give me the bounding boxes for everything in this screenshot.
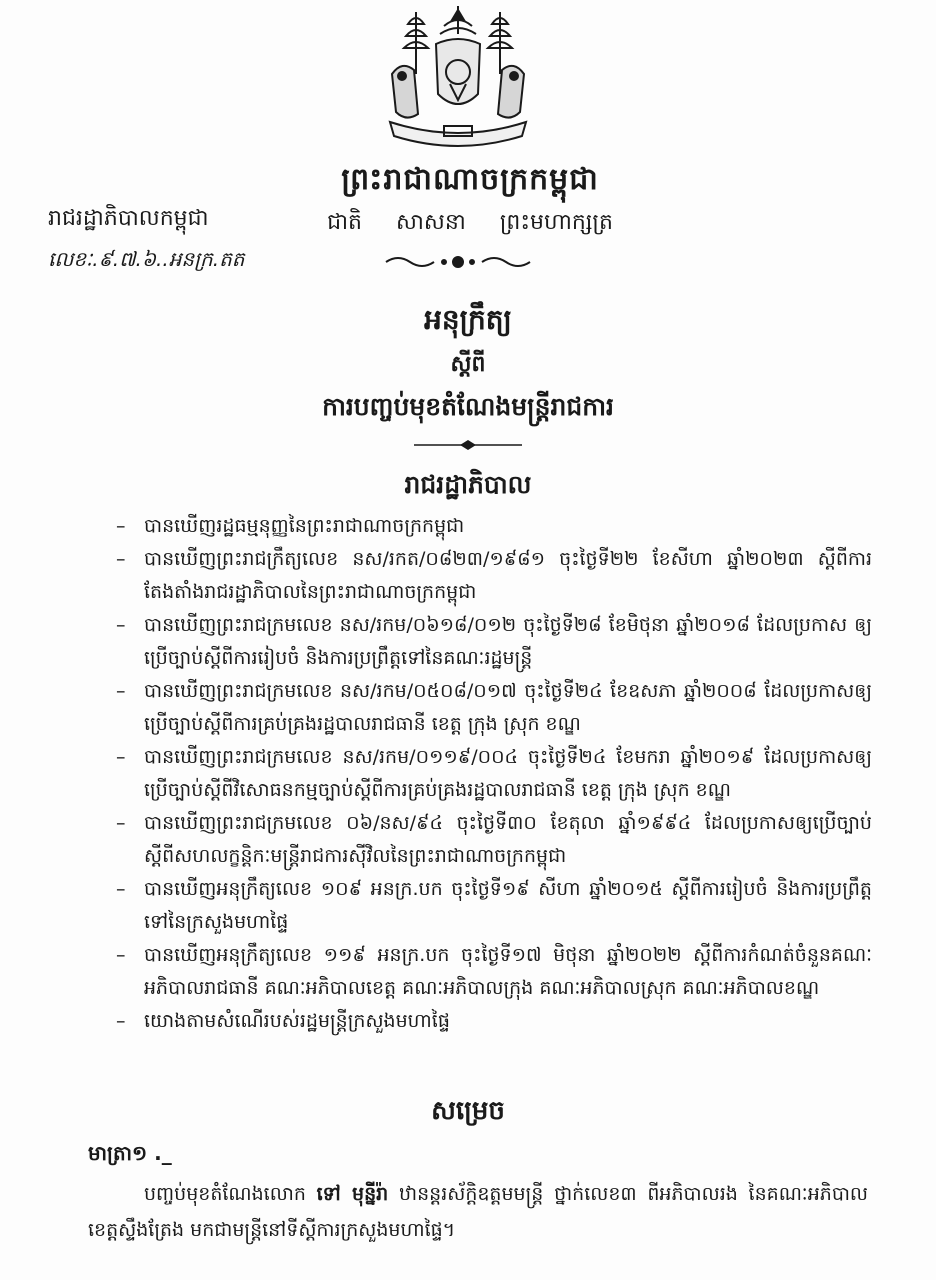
document-type: អនុក្រឹត្យ bbox=[424, 303, 512, 336]
motto-king: ព្រះមហាក្សត្រ bbox=[499, 210, 613, 235]
person-name: ទៅ មុន្នីរ៉ា bbox=[316, 1183, 389, 1205]
document-about: ស្តីពី bbox=[450, 352, 486, 377]
consideration-text: បានឃើញអនុក្រឹត្យលេខ ១០៩ អនក្រ.បក ចុះថ្ងៃទី១៩ សីហា ឆ្នាំ២០១៥ ស្តីពីការរៀបចំ និងការប្រព្រឹត្ត ទៅនៃក្រសួងមហាផ្ទៃ bbox=[144, 878, 872, 933]
consideration-text: បានឃើញអនុក្រឹត្យលេខ ១១៩ អនក្រ.បក ចុះថ្ងៃទី១៧ មិថុនា ឆ្នាំ២០២២ ស្តីពីការកំណត់ចំនួនគណៈអភិបាលរាជធានី គណៈអភិបាលខេត្ត គណៈអភិបាលក្រុង គណៈអភិបាលស្រុក គណៈអភិបាលខណ្ឌ bbox=[144, 944, 872, 999]
consideration-text: បានឃើញរដ្ឋធម្មនុញ្ញនៃព្រះរាជាណាចក្រកម្ពុជា bbox=[144, 515, 465, 537]
consideration-item: – យោងតាមសំណើរបស់រដ្ឋមន្ត្រីក្រសួងមហាផ្ទៃ bbox=[116, 1010, 450, 1032]
consideration-item: – បានឃើញអនុក្រឹត្យលេខ ១០៩ អនក្រ.បក ចុះថ្ងៃទី១៩ សីហា ឆ្នាំ២០១៥ ស្តីពីការរៀបចំ និងការប្រព្រឹត្ត ទៅនៃក្រសួងមហាផ្ទៃ bbox=[116, 878, 872, 933]
issuing-authority: រាជរដ្ឋាភិបាល bbox=[404, 470, 532, 499]
ornamental-divider-icon bbox=[378, 252, 538, 272]
motto-nation: ជាតិ bbox=[327, 210, 362, 235]
national-motto bbox=[300, 208, 640, 240]
article-text-after: ឋានន្តរស័ក្តិឧត្តមមន្ត្រី ថ្នាក់លេខ៣ ពីអភិបាលរង នៃគណៈអភិបាលខេត្តស្ទឹងត្រែង មកជាមន្ត្រីនៅទីស្តីការក្រសួងមហាផ្ទៃ។ bbox=[88, 1183, 869, 1241]
considerations-list bbox=[116, 510, 872, 1038]
consideration-item: – បានឃើញអនុក្រឹត្យលេខ ១១៩ អនក្រ.បក ចុះថ្ងៃទី១៧ មិថុនា ឆ្នាំ២០២២ ស្តីពីការកំណត់ចំនួនគណៈអភិបាលរាជធានី គណៈអភិបាលខេត្ត គណៈអភិបាលក្រុង គណៈអភិបាលស្រុក គណៈអភិបាលខណ្ឌ bbox=[116, 944, 872, 999]
document-subject: ការបញ្ចប់មុខតំណែងមន្ត្រីរាជការ bbox=[322, 392, 614, 421]
article-1-heading: មាត្រា១ ._ bbox=[88, 1141, 172, 1165]
consideration-item: – បានឃើញព្រះរាជក្រមលេខ ០៦/នស/៩៤ ចុះថ្ងៃទី៣០ ខែតុលា ឆ្នាំ១៩៩៤ ដែលប្រកាសឲ្យប្រើច្បាប់ស្តីពីសហលក្ខន្តិកៈមន្ត្រីរាជការស៊ីវិលនៃព្រះរាជាណាចក្រកម្ពុជា bbox=[116, 812, 872, 867]
consideration-item: – បានឃើញព្រះរាជក្រមលេខ នស/រកម/០១១៩/០០៤ ចុះថ្ងៃទី២៤ ខែមករា ឆ្នាំ២០១៩ ដែលប្រកាសឲ្យប្រើច្បាប់ស្តីពីវិសោធនកម្មច្បាប់ស្តីពីការគ្រប់គ្រងរដ្ឋបាលរាជធានី ខេត្ត ក្រុង ស្រុក ខណ្ឌ bbox=[116, 746, 872, 801]
consideration-item: – បានឃើញរដ្ឋធម្មនុញ្ញនៃព្រះរាជាណាចក្រកម្ពុជា bbox=[116, 515, 465, 537]
royal-coat-of-arms-emblem bbox=[378, 4, 538, 154]
consideration-item: – បានឃើញព្រះរាជក្រមលេខ នស/រកម/០៥០៨/០១៧ ចុះថ្ងៃទី២៤ ខែឧសភា ឆ្នាំ២០០៨ ដែលប្រកាសឲ្យប្រើច្បាប់ស្តីពីការគ្រប់គ្រងរដ្ឋបាលរាជធានី ខេត្ត ក្រុង ស្រុក ខណ្ឌ bbox=[116, 680, 872, 735]
article-text-before: បញ្ចប់មុខតំណែងលោក bbox=[144, 1183, 317, 1205]
kingdom-title: ព្រះរាជាណាចក្រកម្ពុជា bbox=[341, 162, 599, 197]
consideration-text: បានឃើញព្រះរាជក្រមលេខ នស/រកម/០១១៩/០០៤ ចុះថ្ងៃទី២៤ ខែមករា ឆ្នាំ២០១៩ ដែលប្រកាសឲ្យប្រើច្បាប់ស្តីពីវិសោធនកម្មច្បាប់ស្តីពីការគ្រប់គ្រងរដ្ឋបាលរាជធានី ខេត្ត ក្រុង ស្រុក ខណ្ឌ bbox=[144, 746, 872, 801]
consideration-text: យោងតាមសំណើរបស់រដ្ឋមន្ត្រីក្រសួងមហាផ្ទៃ bbox=[144, 1010, 450, 1032]
consideration-text: បានឃើញព្រះរាជក្រឹត្យលេខ នស/រកត/០៨២៣/១៩៨១ ចុះថ្ងៃទី២២ ខែសីហា ឆ្នាំ២០២៣ ស្តីពីការតែងតាំងរាជរដ្ឋាភិបាលនៃព្រះរាជាណាចក្រកម្ពុជា bbox=[144, 548, 872, 603]
decision-heading: សម្រេច bbox=[431, 1096, 505, 1126]
article-1-body bbox=[88, 1176, 868, 1248]
consideration-text: បានឃើញព្រះរាជក្រមលេខ ០៦/នស/៩៤ ចុះថ្ងៃទី៣០ ខែតុលា ឆ្នាំ១៩៩៤ ដែលប្រកាសឲ្យប្រើច្បាប់ស្តីពីសហលក្ខន្តិកៈមន្ត្រីរាជការស៊ីវិលនៃព្រះរាជាណាចក្រកម្ពុជា bbox=[144, 812, 872, 867]
consideration-text: បានឃើញព្រះរាជក្រមលេខ នស/រកម/០៥០៨/០១៧ ចុះថ្ងៃទី២៤ ខែឧសភា ឆ្នាំ២០០៨ ដែលប្រកាសឲ្យប្រើច្បាប់ស្តីពីការគ្រប់គ្រងរដ្ឋបាលរាជធានី ខេត្ត ក្រុង ស្រុក ខណ្ឌ bbox=[144, 680, 872, 735]
government-name: រាជរដ្ឋាភិបាលកម្ពុជា bbox=[48, 206, 209, 231]
consideration-item: – បានឃើញព្រះរាជក្រឹត្យលេខ នស/រកត/០៨២៣/១៩៨១ ចុះថ្ងៃទី២២ ខែសីហា ឆ្នាំ២០២៣ ស្តីពីការតែងតាំងរាជរដ្ឋាភិបាលនៃព្រះរាជាណាចក្រកម្ពុជា bbox=[116, 548, 872, 603]
motto-religion: សាសនា bbox=[395, 210, 466, 235]
reference-number: លេខៈ.៩.៧.៦..អនក្រ.តត bbox=[48, 247, 245, 271]
consideration-item: – បានឃើញព្រះរាជក្រមលេខ នស/រកម/០៦១៨/០១២ ចុះថ្ងៃទី២៨ ខែមិថុនា ឆ្នាំ២០១៨ ដែលប្រកាស ឲ្យប្រើច្បាប់ស្តីពីការរៀបចំ និងការប្រព្រឹត្តទៅនៃគណៈរដ្ឋមន្ត្រី bbox=[116, 614, 872, 669]
section-divider-icon bbox=[410, 438, 526, 452]
consideration-text: បានឃើញព្រះរាជក្រមលេខ នស/រកម/០៦១៨/០១២ ចុះថ្ងៃទី២៨ ខែមិថុនា ឆ្នាំ២០១៨ ដែលប្រកាស ឲ្យប្រើច្បាប់ស្តីពីការរៀបចំ និងការប្រព្រឹត្តទៅនៃគណៈរដ្ឋមន្ត្រី bbox=[144, 614, 872, 669]
